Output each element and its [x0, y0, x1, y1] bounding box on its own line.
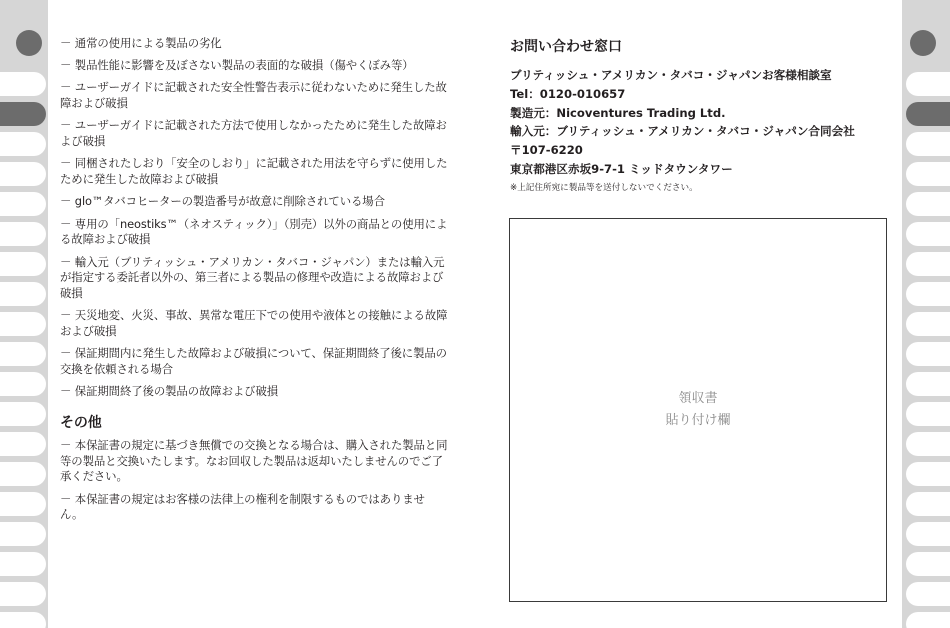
index-tab-active	[0, 102, 46, 126]
binder-hole-icon	[910, 30, 936, 56]
index-tab	[0, 612, 46, 628]
exclusion-list	[60, 36, 448, 400]
index-tab	[0, 372, 46, 396]
index-tab	[906, 432, 950, 456]
exclusion-item: － ユーザーガイドに記載された方法で使用しなかったために発生した故障および破損	[60, 118, 447, 149]
other-item: － 本保証書の規定はお客様の法律上の権利を制限するものではありません。	[60, 491, 425, 522]
index-tab	[906, 462, 950, 486]
index-tab	[906, 582, 950, 606]
index-tab	[906, 252, 950, 276]
importer: 輸入元：ブリティッシュ・アメリカン・タバコ・ジャパン合同会社	[510, 124, 855, 139]
index-tab	[0, 72, 46, 96]
index-tab	[0, 222, 46, 246]
index-tab	[0, 192, 46, 216]
index-tab	[0, 312, 46, 336]
exclusion-item: － 保証期間終了後の製品の故障および破損	[60, 384, 279, 399]
index-tab	[0, 162, 46, 186]
index-tab	[906, 372, 950, 396]
manufacturer: 製造元：Nicoventures Trading Ltd.	[510, 105, 726, 120]
other-list	[60, 438, 448, 523]
index-tab	[0, 582, 46, 606]
exclusion-item: － 保証期間内に発生した故障および破損について、保証期間終了後に製品の交換を依頼される場合	[60, 346, 447, 377]
contact-center-name: ブリティッシュ・アメリカン・タバコ・ジャパンお客様相談室	[510, 68, 832, 82]
address: 東京都港区赤坂9-7-1 ミッドタウンタワー	[510, 161, 733, 176]
exclusion-item: － 専用の「neostiks™（ネオスティック）」（別売）以外の商品との使用による故障および破損	[60, 216, 448, 247]
index-tab	[906, 222, 950, 246]
index-tab	[906, 162, 950, 186]
index-tab	[0, 522, 46, 546]
contact-phone: Tel：0120-010657	[510, 86, 626, 101]
index-tab	[906, 72, 950, 96]
index-tab	[0, 492, 46, 516]
receipt-label: 領収書	[678, 391, 718, 406]
index-tab	[906, 192, 950, 216]
exclusion-item: － 製品性能に影響を及ぼさない製品の表面的な破損（傷やくぼみ等）	[60, 58, 414, 73]
index-tab	[0, 462, 46, 486]
index-tab	[906, 402, 950, 426]
index-tab	[0, 432, 46, 456]
index-tab	[906, 522, 950, 546]
index-tab	[0, 282, 46, 306]
exclusion-item: － ユーザーガイドに記載された安全性警告表示に従わないために発生した故障および破損	[60, 80, 447, 111]
index-tab	[0, 252, 46, 276]
index-tab	[906, 282, 950, 306]
receipt-sublabel: 貼り付け欄	[665, 413, 731, 428]
index-tab	[906, 612, 950, 628]
index-tab	[0, 132, 46, 156]
other-item: － 本保証書の規定に基づき無償での交換となる場合は、購入された製品と同等の製品と交換いたします。なお回収した製品は返却いたしませんのでご了承ください。	[60, 437, 448, 484]
index-tab	[906, 342, 950, 366]
exclusion-item: － 同梱されたしおり「安全のしおり」に記載された用法を守らずに使用したために発生した故障および破損	[60, 156, 448, 187]
postal-code: 〒107-6220	[510, 143, 583, 158]
exclusion-item: － glo™タバコヒーターの製造番号が故意に削除されている場合	[60, 194, 385, 209]
exclusion-item: － 輸入元（ブリティッシュ・アメリカン・タバコ・ジャパン）または輸入元が指定する委託者以外の、第三者による製品の修理や改造による故障および破損	[60, 254, 445, 301]
left-tab-strip	[0, 0, 48, 628]
index-tab	[906, 552, 950, 576]
binder-hole-icon	[16, 30, 42, 56]
index-tab	[0, 402, 46, 426]
exclusion-item: － 天災地変、火災、事故、異常な電圧下での使用や液体との接触による故障および破損	[60, 308, 448, 339]
index-tab-active	[906, 102, 950, 126]
index-tab	[0, 342, 46, 366]
warranty-exclusions	[60, 36, 448, 530]
receipt-attachment-box	[509, 218, 887, 602]
contact-heading: お問い合わせ窓口	[510, 39, 622, 55]
contact-section	[510, 36, 890, 195]
other-heading: その他	[60, 415, 102, 432]
exclusion-item: － 通常の使用による製品の劣化	[60, 36, 222, 50]
contact-note: ※上記住所宛に製品等を送付しないでください。	[510, 182, 698, 193]
index-tab	[906, 492, 950, 516]
index-tab	[906, 132, 950, 156]
index-tab	[906, 312, 950, 336]
right-tab-strip	[902, 0, 950, 628]
index-tab	[0, 552, 46, 576]
